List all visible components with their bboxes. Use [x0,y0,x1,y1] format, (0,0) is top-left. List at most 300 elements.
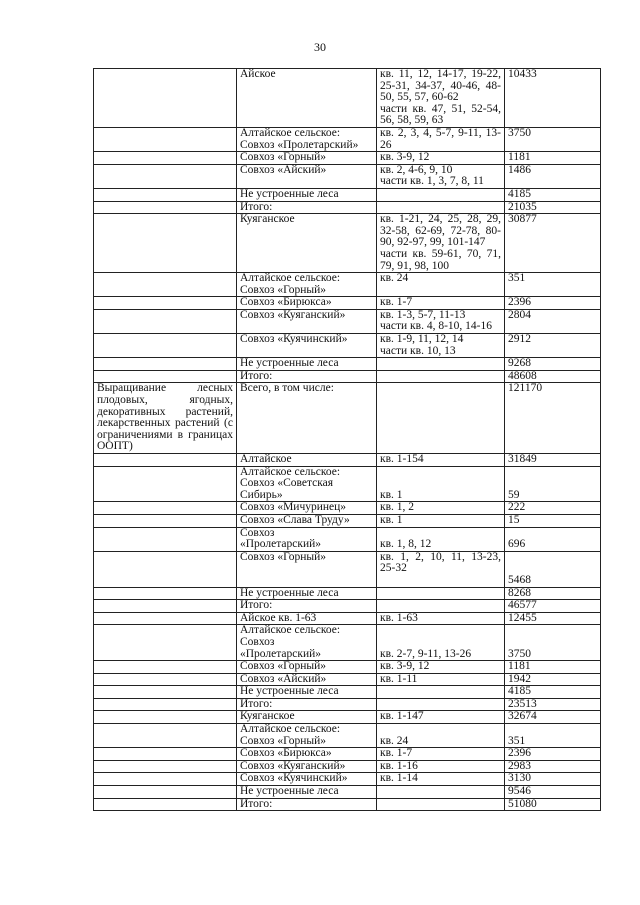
area-cell [505,625,601,661]
quarters-cell [377,358,505,371]
purpose-cell [94,686,237,699]
forestry-cell [237,370,377,383]
forestry-name: Совхоз «Куяганский» [240,308,346,321]
quarters-cell [377,152,505,165]
table-row [94,127,601,151]
purpose-cell [94,711,237,724]
forestry-name: Не устроенные леса [240,357,339,370]
area-cell [505,466,601,502]
area-cell [505,711,601,724]
purpose-cell [94,188,237,201]
area-value: 1181 [508,151,531,164]
purpose-cell [94,201,237,214]
area-value: 32674 [508,710,537,723]
quarters-cell [377,164,505,188]
forestry-cell [237,698,377,711]
quarters-text: кв. 1-154 [380,453,424,465]
forestry-name: Совхоз «Горный» [240,660,327,673]
quarters-text [380,625,501,637]
quarters-text: кв. 1-11 [380,672,418,685]
quarters-text: кв. 1-7 [380,747,413,760]
forestry-cell [237,358,377,371]
quarters-cell [377,760,505,773]
area-cell [505,612,601,625]
forestry-cell [237,466,377,502]
area-value: 121170 [508,382,543,395]
quarters-text: части кв. 1, 3, 7, 8, 11 [380,175,484,188]
forestry-name: Не устроенные леса [240,586,339,599]
quarters-text [380,786,501,798]
forestry-name: «Пролетарский» [240,538,322,551]
forestry-name: Не устроенные леса [240,685,339,698]
quarters-cell [377,773,505,786]
area-cell [505,370,601,383]
area-cell [505,358,601,371]
quarters-text [380,383,501,395]
forestry-cell [237,297,377,310]
table-row [94,152,601,165]
forestry-name: Итого: [240,369,273,382]
forestry-cell [237,527,377,551]
purpose-cell [94,760,237,773]
area-value: 10433 [508,68,537,80]
area-value: 4185 [508,187,531,200]
forestry-name: Совхоз «Куячинский» [240,333,348,346]
purpose-cell [94,127,237,151]
area-value [508,637,597,649]
quarters-text [380,588,501,600]
table-row [94,454,601,467]
quarters-text: кв. 3-9, 12 [380,151,430,164]
purpose-cell [94,164,237,188]
area-value: 31849 [508,453,537,465]
purpose-text: Выращивание лесных плодовых, ягодных, декоративных растений, лекарственных растений (с ограничениями в границах ООПТ) [97,382,233,453]
table-row [94,600,601,613]
area-cell [505,773,601,786]
quarters-text: кв. 1 [380,488,403,501]
purpose-cell [94,673,237,686]
forestry-cell [237,502,377,515]
purpose-cell [94,273,237,297]
purpose-cell [94,798,237,811]
quarters-text: кв. 1 [380,513,403,526]
area-cell [505,334,601,358]
area-value: 48608 [508,369,537,382]
forestry-cell [237,661,377,674]
area-cell [505,309,601,333]
area-value: 2396 [508,296,531,309]
area-cell [505,152,601,165]
forestry-name: Айское [240,68,276,80]
table-row [94,514,601,527]
table-row [94,466,601,502]
area-value [508,478,597,490]
quarters-cell [377,600,505,613]
table-row [94,661,601,674]
area-value: 9268 [508,357,531,370]
table-row [94,724,601,748]
table-row [94,798,601,811]
forestry-name: Совхоз «Советская Сибирь» [240,477,334,501]
quarters-text: части кв. 59-61, 70, 71, 79, 91, 98, 100 [380,247,501,272]
quarters-cell [377,698,505,711]
area-value [508,625,597,637]
area-cell [505,798,601,811]
forestry-cell [237,686,377,699]
quarters-text: части кв. 4, 8-10, 14-16 [380,320,492,333]
table-row [94,370,601,383]
quarters-cell [377,334,505,358]
forestry-name: Алтайское [240,453,292,465]
quarters-text: кв. 1-21, 24, 25, 28, 29, 32-58, 62-69, 72-78, 80-90, 92-97, 99, 101-147 [380,213,501,249]
forestry-name: Итого: [240,797,273,810]
quarters-text: части кв. 47, 51, 52-54, 56, 58, 59, 63 [380,102,501,127]
forestry-name: Не устроенные леса [240,785,339,798]
quarters-text: кв. 11, 12, 14-17, 19-22, 25-31, 34-37, 40-46, 48-50, 55, 57, 60-62 [380,68,501,104]
quarters-text: кв. 1-147 [380,710,424,723]
quarters-text [380,724,501,736]
area-cell [505,673,601,686]
forestry-name: Совхоз «Бирюкса» [240,296,332,309]
forestry-name: Совхоз «Куячинский» [240,772,348,785]
quarters-text [380,371,501,383]
area-value: 4185 [508,685,531,698]
quarters-cell [377,748,505,761]
forestry-cell [237,773,377,786]
purpose-cell [94,454,237,467]
area-cell [505,600,601,613]
forestry-name: Всего, в том числе: [240,382,334,395]
purpose-cell [94,152,237,165]
purpose-cell [94,502,237,515]
forestry-cell [237,673,377,686]
forestry-name: Алтайское сельское: [240,126,341,139]
quarters-cell [377,786,505,799]
area-cell [505,454,601,467]
table-row [94,551,601,587]
table-row [94,334,601,358]
table-row [94,527,601,551]
area-value [508,724,597,736]
forestry-cell [237,69,377,128]
forestry-name: Совхоз «Айский» [240,163,327,176]
area-value: 2396 [508,747,531,760]
quarters-cell [377,514,505,527]
forestry-cell [237,724,377,748]
purpose-cell [94,612,237,625]
forestry-name: Итого: [240,697,273,710]
table-row [94,698,601,711]
quarters-cell [377,201,505,214]
table-row [94,748,601,761]
area-cell [505,188,601,201]
area-value: 696 [508,538,526,551]
table-row [94,309,601,333]
purpose-cell [94,334,237,358]
area-cell [505,661,601,674]
forestry-name: Совхоз «Пролетарский» [240,138,359,151]
quarters-text: кв. 1-7 [380,296,413,309]
quarters-cell [377,661,505,674]
forestry-cell [237,798,377,811]
table-row [94,686,601,699]
table-row [94,786,601,799]
area-cell [505,164,601,188]
purpose-cell [94,698,237,711]
table-row [94,711,601,724]
area-value: 59 [508,488,520,501]
quarters-text: кв. 24 [380,272,409,285]
forestry-name: Совхоз «Куяганский» [240,759,346,772]
area-value: 222 [508,501,526,514]
forestry-name: Совхоз «Бирюкса» [240,747,332,760]
forestry-cell [237,612,377,625]
forestry-name: Итого: [240,599,273,612]
quarters-cell [377,625,505,661]
forestry-name: Алтайское сельское: [240,624,341,637]
area-value: 351 [508,272,526,285]
purpose-cell [94,466,237,502]
forestry-cell [237,454,377,467]
forestry-name: Куяганское [240,710,295,723]
purpose-cell [94,297,237,310]
area-value: 1942 [508,672,531,685]
quarters-text: кв. 2, 3, 4, 5-7, 9-11, 13-26 [380,126,501,151]
quarters-cell [377,587,505,600]
quarters-cell [377,214,505,273]
purpose-cell [94,551,237,587]
forestry-cell [237,600,377,613]
quarters-text: кв. 1-16 [380,759,418,772]
quarters-cell [377,711,505,724]
purpose-cell [94,309,237,333]
forestry-name: Айское кв. 1-63 [240,611,317,624]
area-value: 21035 [508,200,537,213]
table-row [94,69,601,128]
area-value: 351 [508,734,526,747]
quarters-text: кв. 1-3, 5-7, 11-13 [380,308,466,321]
purpose-cell [94,600,237,613]
table-row [94,164,601,188]
forestry-name: Совхоз [240,526,275,539]
forestry-cell [237,164,377,188]
forestry-cell [237,786,377,799]
quarters-cell [377,527,505,551]
table-row [94,188,601,201]
quarters-text: кв. 1-14 [380,772,418,785]
quarters-text [380,358,501,370]
quarters-text: кв. 1, 8, 12 [380,538,432,551]
quarters-cell [377,798,505,811]
purpose-cell [94,773,237,786]
quarters-text: кв. 24 [380,734,409,747]
area-value: 51080 [508,797,537,810]
area-cell [505,698,601,711]
forestry-name: Совхоз «Горный» [240,283,327,296]
quarters-cell [377,188,505,201]
forestry-name: Совхоз [240,635,275,648]
table-row [94,673,601,686]
area-value: 3750 [508,647,531,660]
forestry-cell [237,625,377,661]
forestry-cell [237,273,377,297]
quarters-text: кв. 2, 4-6, 9, 10 [380,163,453,176]
quarters-text [380,637,501,649]
forestry-name: Совхоз «Мичуринец» [240,501,347,514]
area-value: 3750 [508,126,531,139]
area-value: 3130 [508,772,531,785]
quarters-cell [377,454,505,467]
table-row [94,201,601,214]
forestry-name: Алтайское сельское: [240,272,341,285]
area-value: 1181 [508,660,531,673]
area-cell [505,383,601,454]
quarters-text [380,202,501,214]
quarters-text: кв. 2-7, 9-11, 13-26 [380,647,472,660]
quarters-cell [377,127,505,151]
area-value [508,552,597,564]
forestry-cell [237,152,377,165]
forestry-name: Совхоз «Слава Труду» [240,513,350,526]
purpose-cell [94,748,237,761]
forestry-cell [237,127,377,151]
quarters-text: кв. 1, 2 [380,501,415,514]
forest-use-table [93,68,601,811]
area-value: 46577 [508,599,537,612]
forestry-name: Совхоз «Горный» [240,151,327,164]
forestry-cell [237,711,377,724]
area-value: 2912 [508,333,531,346]
area-value: 30877 [508,213,537,226]
area-cell [505,786,601,799]
quarters-text [380,189,501,201]
quarters-cell [377,370,505,383]
forestry-name: Алтайское сельское: [240,723,341,736]
quarters-text [380,600,501,612]
area-value: 9546 [508,785,531,798]
quarters-cell [377,273,505,297]
table-body [94,69,601,811]
area-cell [505,551,601,587]
area-cell [505,686,601,699]
purpose-cell [94,786,237,799]
purpose-cell [94,514,237,527]
area-cell [505,214,601,273]
page-number: 30 [314,40,326,54]
purpose-cell [94,383,237,454]
forestry-cell [237,309,377,333]
quarters-text [380,799,501,811]
quarters-text: кв. 1-63 [380,611,418,624]
quarters-cell [377,309,505,333]
table-row [94,383,601,454]
purpose-cell [94,69,237,128]
forestry-name: Куяганское [240,213,295,226]
area-value: 2804 [508,308,531,321]
table-row [94,358,601,371]
quarters-text: кв. 1-9, 11, 12, 14 [380,333,464,346]
quarters-text [380,686,501,698]
area-cell [505,514,601,527]
forestry-name: Итого: [240,200,273,213]
quarters-text [380,699,501,711]
area-value: 12455 [508,611,537,624]
quarters-cell [377,551,505,587]
quarters-cell [377,724,505,748]
forestry-name: Совхоз «Горный» [240,734,327,747]
table-row [94,773,601,786]
area-cell [505,127,601,151]
forestry-name: Совхоз «Горный» [240,550,327,563]
quarters-text: части кв. 10, 13 [380,344,456,357]
purpose-cell [94,214,237,273]
forestry-cell [237,188,377,201]
area-value: 2983 [508,759,531,772]
quarters-cell [377,297,505,310]
area-value: 1486 [508,163,531,176]
forestry-cell [237,514,377,527]
table-row [94,760,601,773]
purpose-cell [94,358,237,371]
forestry-name: Алтайское сельское: [240,465,341,478]
quarters-cell [377,69,505,128]
area-cell [505,587,601,600]
table-row [94,587,601,600]
table-row [94,297,601,310]
quarters-cell [377,466,505,502]
forestry-name: Не устроенные леса [240,187,339,200]
forestry-name: Совхоз «Айский» [240,672,327,685]
table-row [94,612,601,625]
quarters-cell [377,686,505,699]
area-cell [505,273,601,297]
purpose-cell [94,625,237,661]
quarters-text [380,467,501,479]
purpose-cell [94,527,237,551]
forestry-cell [237,748,377,761]
forestry-cell [237,587,377,600]
area-value: 8268 [508,586,531,599]
area-value: 5468 [508,573,531,586]
purpose-cell [94,724,237,748]
quarters-cell [377,502,505,515]
area-value: 23513 [508,697,537,710]
purpose-cell [94,587,237,600]
quarters-cell [377,383,505,454]
table-row [94,273,601,297]
forestry-cell [237,214,377,273]
purpose-cell [94,661,237,674]
area-cell [505,201,601,214]
table-row [94,625,601,661]
forestry-name: «Пролетарский» [240,647,322,660]
area-cell [505,502,601,515]
quarters-text: кв. 3-9, 12 [380,660,430,673]
forestry-cell [237,201,377,214]
quarters-cell [377,673,505,686]
area-cell [505,748,601,761]
area-cell [505,724,601,748]
forestry-cell [237,551,377,587]
area-cell [505,760,601,773]
purpose-cell [94,370,237,383]
table-row [94,502,601,515]
forestry-cell [237,383,377,454]
quarters-cell [377,612,505,625]
quarters-text: кв. 1, 2, 10, 11, 13-23, 25-32 [380,550,501,575]
table-row [94,214,601,273]
area-cell [505,527,601,551]
